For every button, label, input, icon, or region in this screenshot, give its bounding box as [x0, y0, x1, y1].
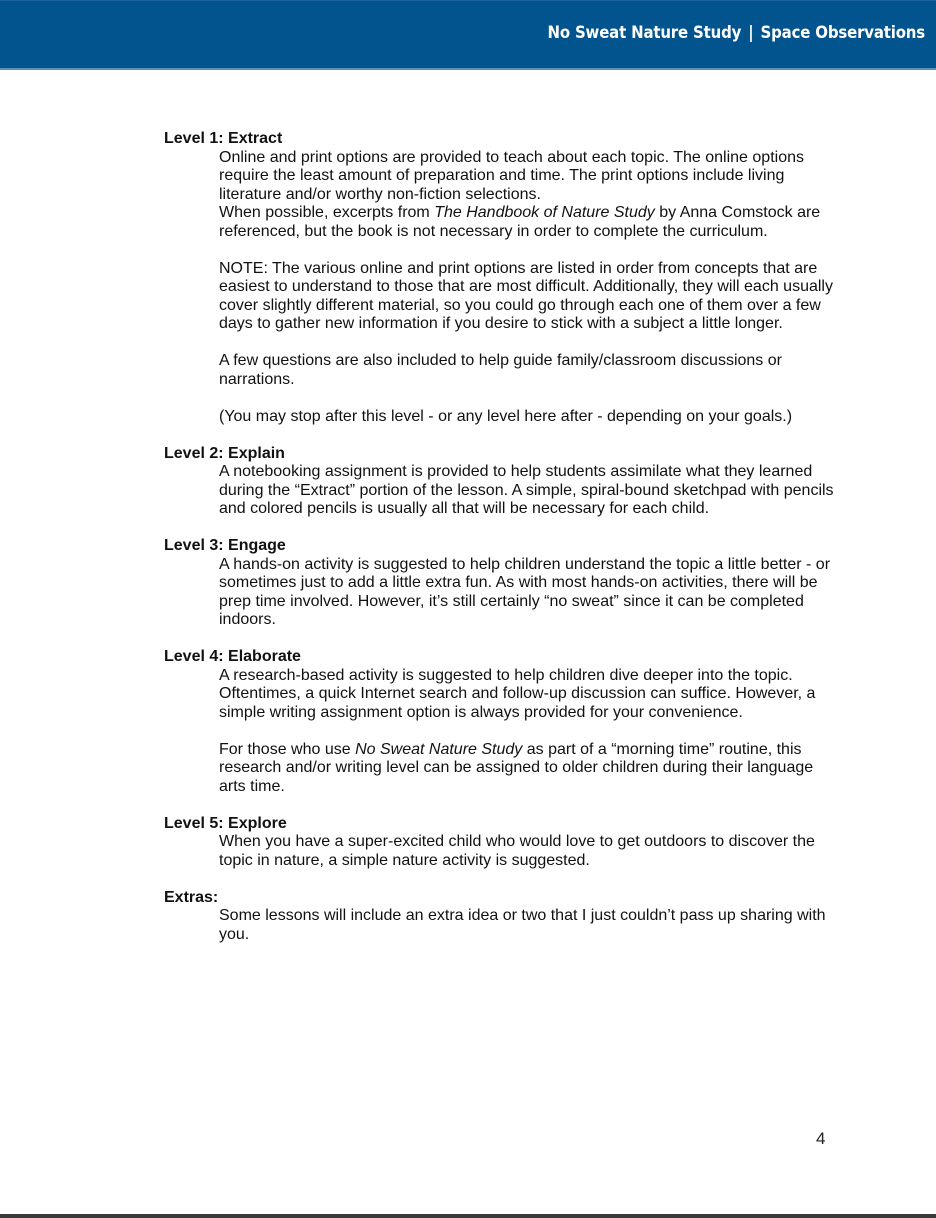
extras-heading: Extras:: [164, 888, 219, 906]
book-title: No Sweat Nature Study: [547, 23, 742, 43]
level-4-paragraph: A research-based activity is suggested to help children dive deeper into the topic. Oftentimes, a quick Internet search and follow-up discussion can suffice. However, a simple writing assignment option is always provided for your convenience.: [219, 666, 816, 721]
level-5-body: [219, 833, 844, 870]
extras-section: [164, 889, 844, 945]
page-content: [164, 130, 844, 963]
section-title: Space Observations: [760, 23, 925, 43]
level-5-paragraph: When you have a super-excited child who would love to get outdoors to discover the topic in nature, a simple nature activity is suggested.: [219, 833, 815, 869]
bottom-edge-bar: [0, 1214, 936, 1218]
level-1-note: NOTE: The various online and print options are listed in order from concepts that are easiest to understand to those that are most difficult. Additionally, they will each usually cover slightly different material, so you could go through each one of them over a few days to gather new information if you desire to stick with a subject a little longer.: [219, 259, 833, 332]
book-title-italic: The Handbook of Nature Study: [434, 204, 655, 221]
text-run: by Anna Comstock are referenced, but the book is not necessary in order to complete the curriculum.: [219, 204, 821, 240]
extras-body: [219, 907, 844, 944]
level-2-paragraph: A notebooking assignment is provided to help students assimilate what they learned during the “Extract” portion of the lesson. A simple, spiral-bound sketchpad with pencils and colored pencils is usually all that will be necessary for each child.: [219, 463, 834, 517]
level-3-section: [164, 537, 844, 630]
text-run: When possible, excerpts from: [219, 204, 435, 221]
level-1-section: [164, 130, 844, 426]
level-2-heading: Level 2: Explain: [164, 444, 285, 462]
level-2-section: [164, 445, 844, 519]
level-5-section: [164, 815, 844, 871]
book-title-italic: No Sweat Nature Study: [355, 740, 523, 758]
page-number: 4: [816, 1129, 826, 1148]
text-run: as part of a “morning time” routine, this research and/or writing level can be assigned to older children during their language arts time.: [219, 740, 814, 795]
text-run: For those who use: [219, 740, 356, 758]
level-1-stop-note: (You may stop after this level - or any level here after - depending on your goals.): [219, 407, 793, 425]
level-5-heading: Level 5: Explore: [164, 814, 287, 832]
level-4-morning-time-paragraph: [219, 741, 844, 797]
level-2-body: [219, 463, 844, 519]
level-4-heading: Level 4: Elaborate: [164, 648, 301, 665]
header-separator: |: [748, 23, 754, 43]
level-4-body: [219, 667, 844, 797]
level-1-heading: Level 1: Extract: [164, 130, 283, 147]
level-3-paragraph: A hands-on activity is suggested to help children understand the topic a little better - or sometimes just to add a little extra fun. As with most hands-on activities, there will be prep time involved. However, it’s still certainly “no sweat” since it can be completed indoors.: [219, 555, 831, 628]
level-1-paragraph: Online and print options are provided to teach about each topic. The online options require the least amount of preparation and time. The print options include living literature and/or worthy non-fiction selections.: [219, 148, 804, 203]
header-band: [0, 0, 936, 70]
level-1-questions: A few questions are also included to help guide family/classroom discussions or narrations.: [219, 352, 782, 388]
level-4-section: [164, 648, 844, 796]
running-header: [547, 23, 925, 43]
level-3-body: [219, 556, 844, 630]
extras-paragraph: Some lessons will include an extra idea or two that I just couldn’t pass up sharing with you.: [219, 907, 826, 943]
level-1-body: [219, 149, 844, 427]
level-3-heading: Level 3: Engage: [164, 537, 286, 554]
level-1-handbook-paragraph: [219, 204, 844, 241]
